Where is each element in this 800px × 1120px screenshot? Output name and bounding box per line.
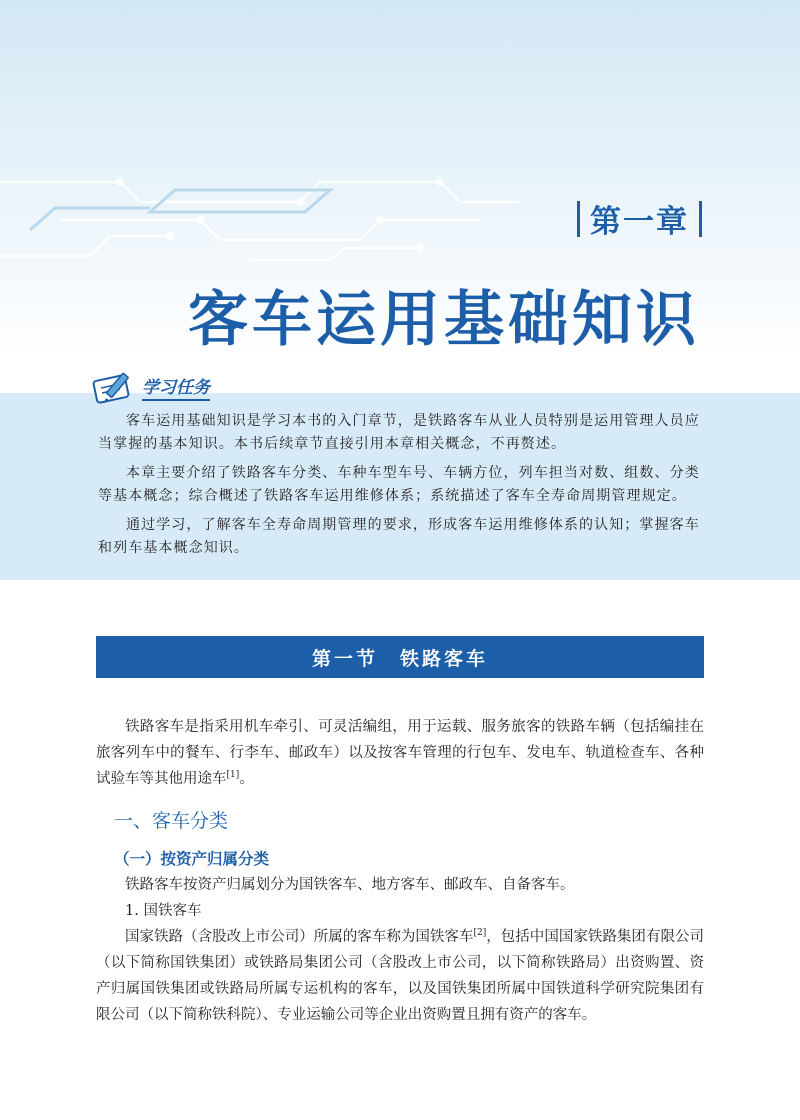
section-banner [96, 636, 704, 678]
intro-text: 铁路客车是指采用机车牵引、可灵活编组，用于运载、服务旅客的铁路车辆（包括编挂在旅客列车中的餐车、行李车、邮政车）以及按客车管理的行包车、发电车、轨道检查车、各种试验车等其他用途车 [96, 719, 704, 787]
intro-paragraph [96, 714, 704, 792]
guotie-text-a: 国家铁路（含股改上市公司）所属的客车称为国铁客车 [125, 929, 474, 945]
task-paragraph: 本章主要介绍了铁路客车分类、车种车型车号、车辆方位，列车担当对数、组数、分类等基本概念；综合概述了铁路客车运用维修体系；系统描述了客车全寿命周期管理规定。 [98, 465, 700, 504]
classification-paragraph: 铁路客车按资产归属划分为国铁客车、地方客车、邮政车、自备客车。 [125, 877, 575, 893]
learning-task-text [98, 410, 704, 566]
footnote-ref: [2] [473, 928, 487, 939]
task-paragraph: 客车运用基础知识是学习本书的入门章节，是铁路客车从业人员特别是运用管理人员应当掌握的基本知识。本书后续章节直接引用本章相关概念，不再赘述。 [98, 413, 700, 452]
circuit-decoration [0, 160, 520, 270]
intro-end: 。 [239, 771, 254, 787]
section-number: 第一节 [311, 647, 378, 670]
chapter-label [577, 196, 702, 241]
guotie-paragraph [96, 924, 704, 1028]
heading-level-2: （一）按资产归属分类 [114, 850, 270, 868]
list-item-label: 1. 国铁客车 [125, 903, 202, 919]
chapter-label-left-bar [577, 201, 580, 237]
chapter-title: 客车运用基础知识 [188, 285, 700, 355]
body-content [96, 714, 704, 1028]
heading-level-1: 一、客车分类 [114, 810, 229, 832]
chapter-label-right-bar [699, 201, 702, 237]
learning-task-heading: 学习任务 [142, 373, 210, 401]
guotie-text-b: ，包括中国国家铁路集团有限公司（以下简称国铁集团）或铁路局集团公司（含股改上市公司，以下简称铁路局）出资购置、资产归属国铁集团或铁路局所属专运机构的客车，以及国铁集团所属中国铁道科学研究院集团有限公司（以下简称铁科院）、专业运输公司等企业出资购置且拥有资产的客车。 [96, 929, 705, 1023]
chapter-label-text: 第一章 [590, 204, 689, 240]
footnote-ref: [1] [226, 770, 240, 781]
pencil-card-icon [92, 368, 138, 406]
section-title: 铁路客车 [400, 647, 489, 670]
learning-task-header [92, 368, 210, 406]
task-paragraph: 通过学习，了解客车全寿命周期管理的要求，形成客车运用维修体系的认知；掌握客车和列车基本概念知识。 [98, 517, 700, 556]
